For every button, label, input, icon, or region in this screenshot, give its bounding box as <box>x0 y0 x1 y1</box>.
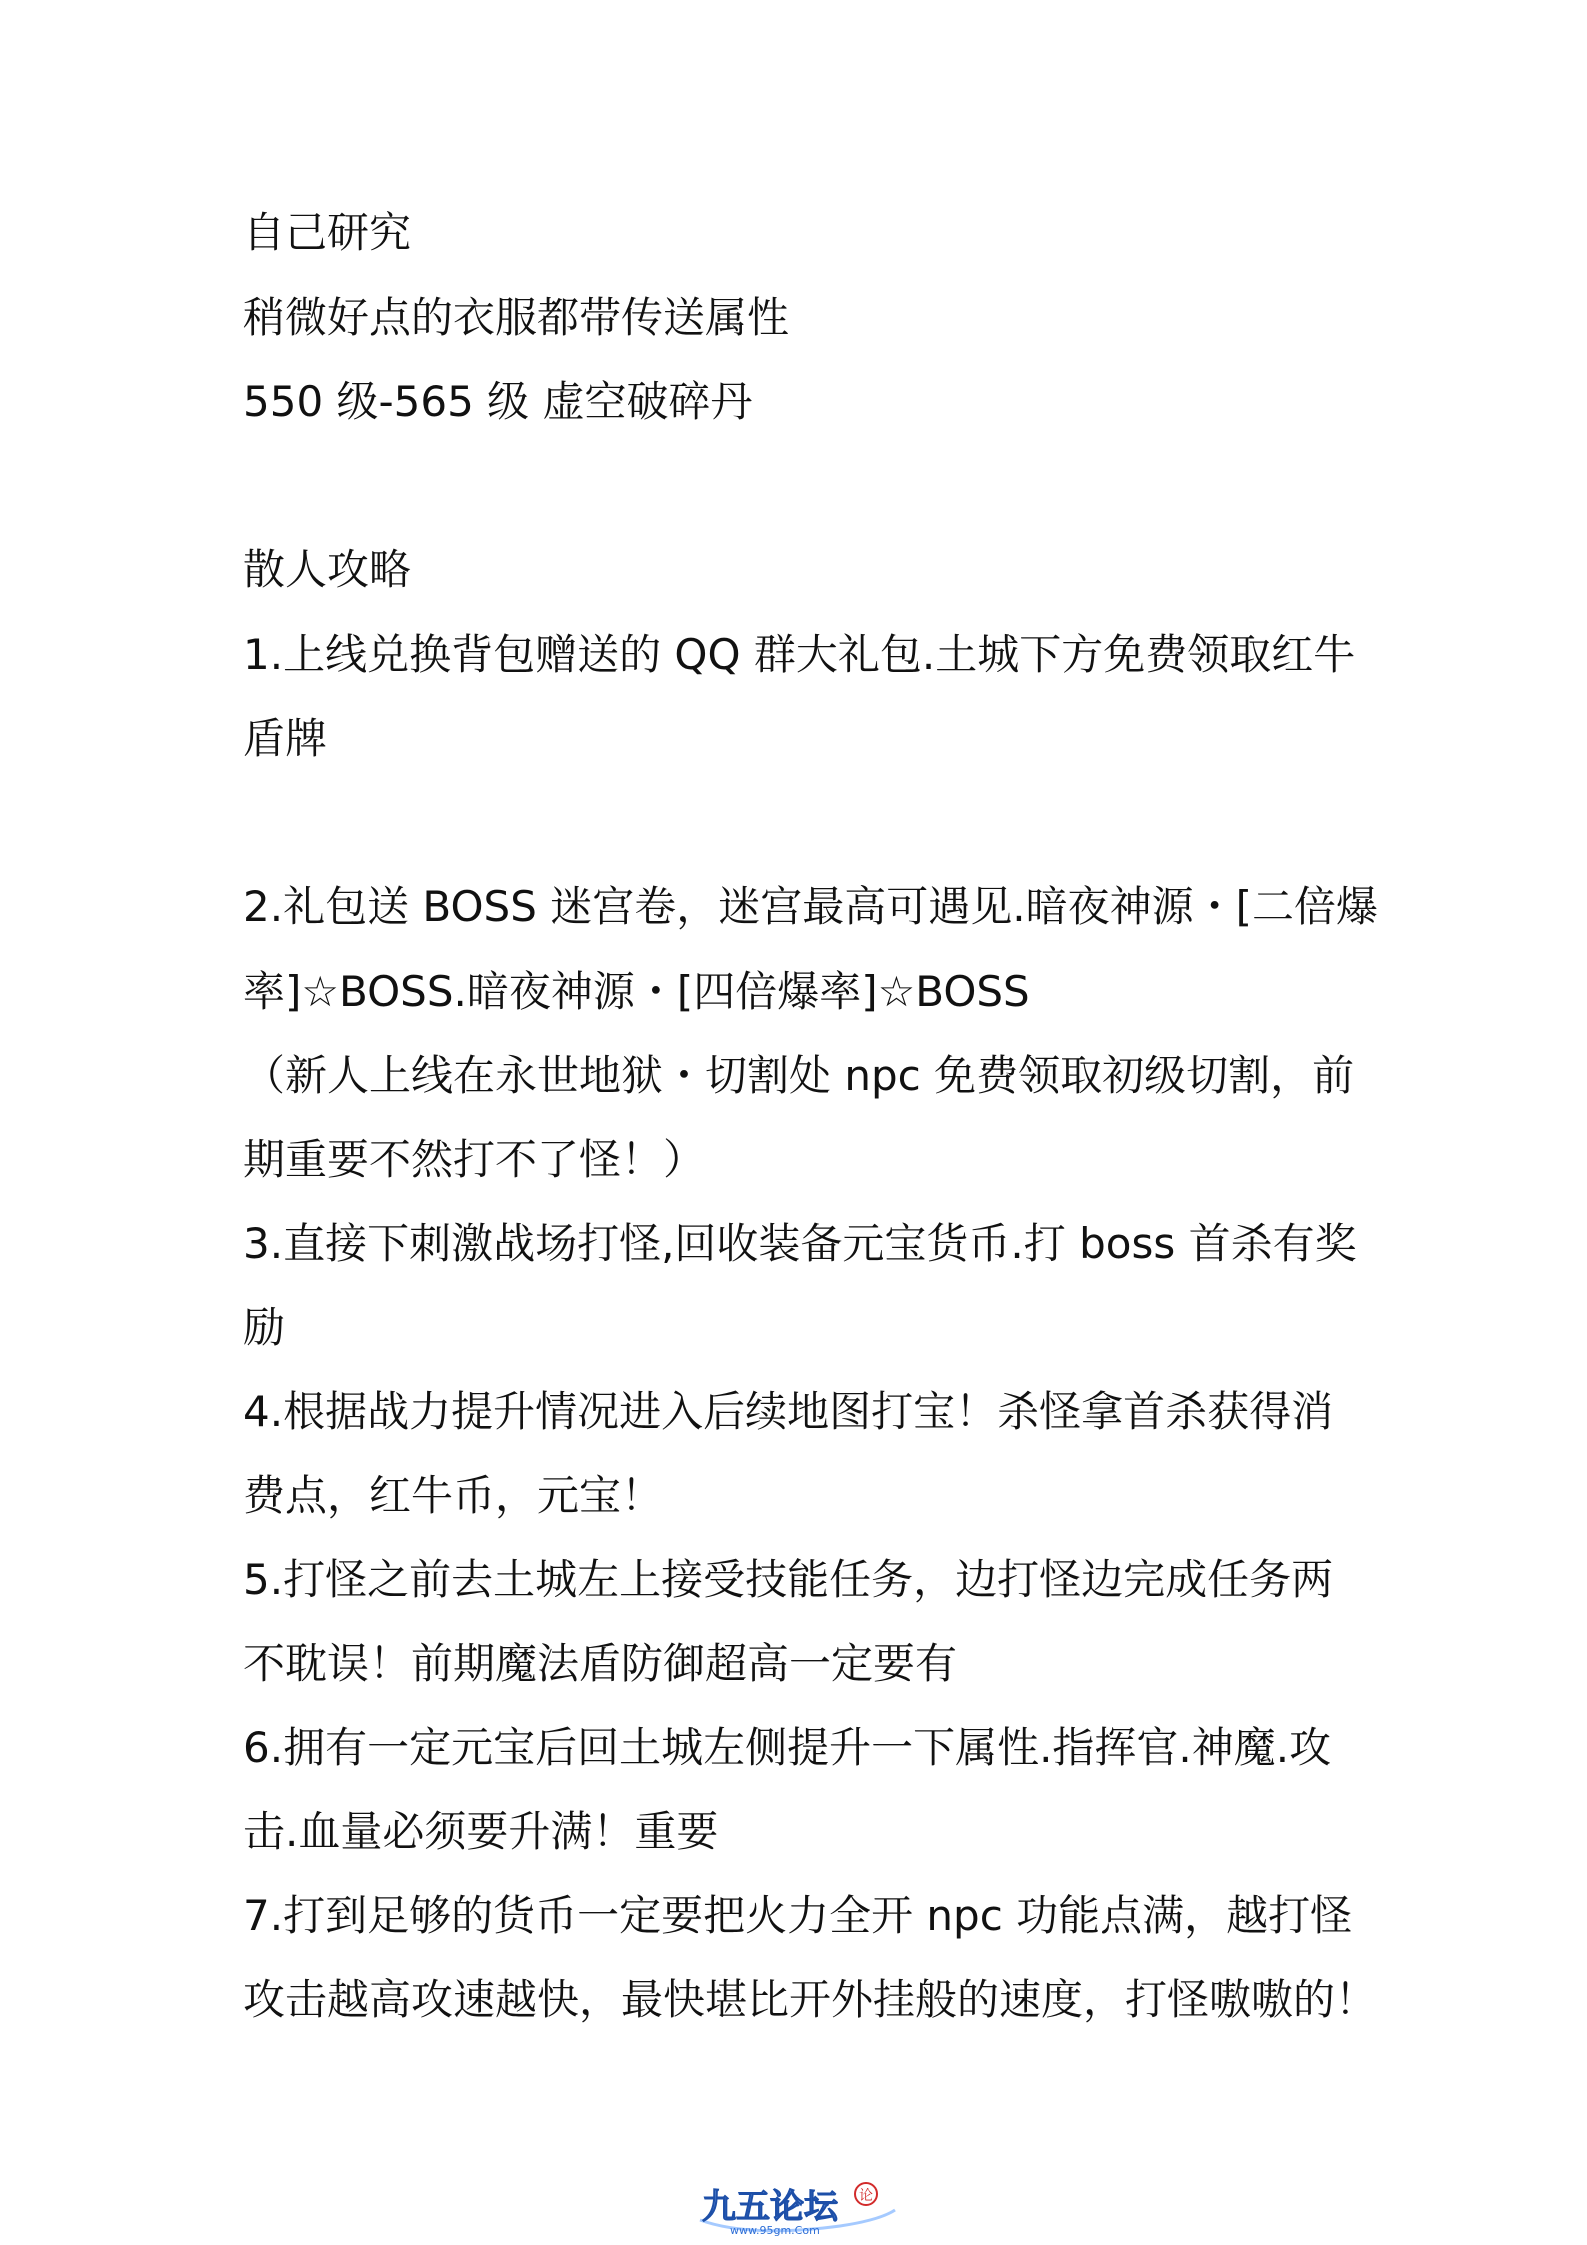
text-line: 2.礼包送 BOSS 迷宫卷，迷宫最高可遇见.暗夜神源・[二倍爆 <box>243 882 1378 931</box>
text-line: 不耽误！前期魔法盾防御超高一定要有 <box>243 1639 958 1688</box>
text-line: 5.打怪之前去土城左上接受技能任务，边打怪边完成任务两 <box>243 1555 1334 1604</box>
text-line: 盾牌 <box>243 714 328 763</box>
text-line: 励 <box>243 1303 286 1352</box>
text-line: 攻击越高攻速越快，最快堪比开外挂般的速度，打怪嗷嗷的！ <box>243 1975 1378 2024</box>
section-heading: 散人攻略 <box>243 545 412 594</box>
logo-url: www.95gm.Com <box>730 2224 820 2237</box>
text-line: 6.拥有一定元宝后回土城左侧提升一下属性.指挥官.神魔.攻 <box>243 1723 1332 1772</box>
text-line: 费点，红牛币，元宝！ <box>243 1471 664 1520</box>
text-line: 率]☆BOSS.暗夜神源・[四倍爆率]☆BOSS <box>243 967 1030 1016</box>
text-line: 7.打到足够的货币一定要把火力全开 npc 功能点满，越打怪 <box>243 1891 1353 1940</box>
text-line: 击.血量必须要升满！重要 <box>243 1807 719 1856</box>
text-line: 3.直接下刺激战场打怪,回收装备元宝货币.打 boss 首杀有奖 <box>243 1219 1357 1268</box>
text-line: 550 级-565 级 虚空破碎丹 <box>243 377 753 426</box>
text-line: 4.根据战力提升情况进入后续地图打宝！杀怪拿首杀获得消 <box>243 1387 1334 1436</box>
logo-badge: 论 <box>859 2188 873 2204</box>
text-line: 1.上线兑换背包赠送的 QQ 群大礼包.土城下方免费领取红牛 <box>243 630 1356 679</box>
logo-text: 九五论坛 <box>702 2187 838 2227</box>
site-logo <box>690 2180 910 2240</box>
text-line: 自己研究 <box>243 208 412 257</box>
text-line: 稍微好点的衣服都带传送属性 <box>243 293 790 342</box>
text-line: （新人上线在永世地狱・切割处 npc 免费领取初级切割，前 <box>243 1051 1355 1100</box>
text-line: 期重要不然打不了怪！） <box>243 1135 706 1184</box>
